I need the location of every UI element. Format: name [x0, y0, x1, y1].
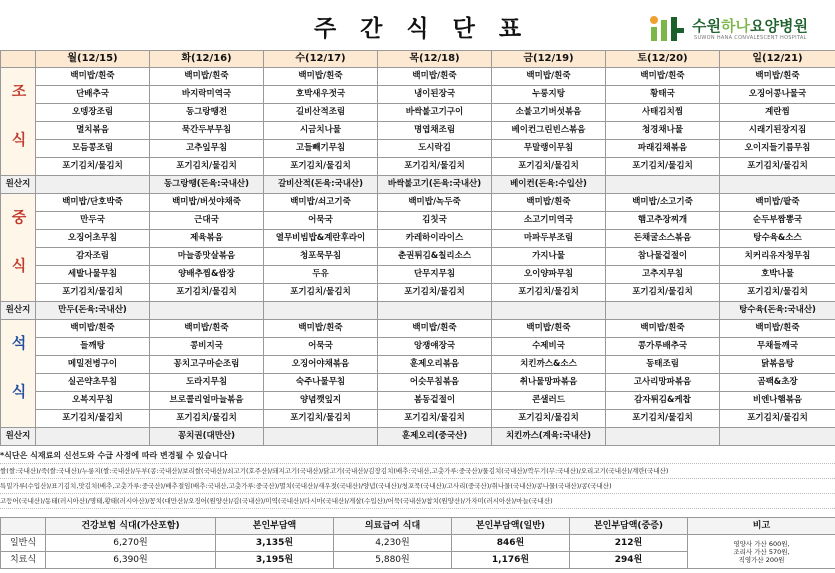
menu-table — [0, 50, 835, 446]
menu-item: 백미밥/흰죽 — [720, 320, 835, 338]
origin-row — [1, 176, 835, 194]
menu-item: 어묵국 — [264, 338, 378, 356]
menu-item: 백미밥/흰죽 — [36, 320, 150, 338]
menu-item: 메밀전병구이 — [36, 356, 150, 374]
menu-row — [1, 266, 835, 284]
menu-item: 길비산적조림 — [264, 104, 378, 122]
menu-item: 명엽채조림 — [378, 122, 492, 140]
menu-item: 오이지들기름무침 — [720, 140, 835, 158]
menu-item: 포기김치/물김치 — [378, 158, 492, 176]
menu-item: 만두국 — [36, 212, 150, 230]
menu-item: 백미밥/녹두죽 — [378, 194, 492, 212]
menu-item: 백미밥/흰죽 — [492, 68, 606, 86]
remark-line: 직영가산 200원 — [738, 555, 785, 564]
menu-item: 콩비지국 — [150, 338, 264, 356]
menu-item: 포기김치/물김치 — [150, 158, 264, 176]
price-medical: 5,880원 — [334, 552, 452, 569]
menu-item: 포기김치/물김치 — [606, 410, 720, 428]
menu-item: 감자튀김&케찹 — [606, 392, 720, 410]
day-header-corner — [1, 51, 36, 68]
menu-item: 백미밥/쇠고기죽 — [264, 194, 378, 212]
menu-item: 계란찜 — [720, 104, 835, 122]
origin-item: 훈제오리(중국산) — [378, 428, 492, 446]
menu-item: 백미밥/흰죽 — [492, 194, 606, 212]
menu-item: 고추지무침 — [606, 266, 720, 284]
menu-item: 오이양파무침 — [492, 266, 606, 284]
menu-row — [1, 158, 835, 176]
logo-mark — [648, 14, 688, 50]
origin-item — [264, 302, 378, 320]
menu-row — [1, 248, 835, 266]
title-char: 간 — [360, 15, 383, 42]
origin-item — [606, 428, 720, 446]
menu-item: 백미밥/단호박죽 — [36, 194, 150, 212]
menu-item: 포기김치/물김치 — [492, 158, 606, 176]
origin-item — [720, 176, 835, 194]
origin-item — [606, 302, 720, 320]
menu-item: 포기김치/물김치 — [264, 410, 378, 428]
menu-item: 참나물겉절이 — [606, 248, 720, 266]
menu-item: 청경채나물 — [606, 122, 720, 140]
menu-item: 시금치나물 — [264, 122, 378, 140]
menu-item: 포기김치/물김치 — [378, 284, 492, 302]
menu-row — [1, 320, 835, 338]
menu-item: 백미밥/버섯야채죽 — [150, 194, 264, 212]
menu-item: 포기김치/물김치 — [492, 410, 606, 428]
day-header: 목(12/18) — [378, 51, 492, 68]
origin-item: 베이컨(돈육:수입산) — [492, 176, 606, 194]
menu-item: 세발나물무침 — [36, 266, 150, 284]
menu-item: 가지나물 — [492, 248, 606, 266]
menu-item: 고추잎무침 — [150, 140, 264, 158]
price-row-label: 치료식 — [1, 552, 46, 569]
price-table — [0, 517, 835, 569]
menu-item: 훈제오리볶음 — [378, 356, 492, 374]
menu-row — [1, 374, 835, 392]
origin-row — [1, 302, 835, 320]
menu-item: 앙쟁얘장국 — [378, 338, 492, 356]
menu-item: 고사리망파볶음 — [606, 374, 720, 392]
menu-item: 콘샐러드 — [492, 392, 606, 410]
menu-item: 베이컨그린빈스볶음 — [492, 122, 606, 140]
menu-item: 황태국 — [606, 86, 720, 104]
menu-row — [1, 140, 835, 158]
menu-item: 백미밥/흰죽 — [150, 320, 264, 338]
menu-item: 제육볶음 — [150, 230, 264, 248]
menu-item: 돈채굴소스볶음 — [606, 230, 720, 248]
menu-item: 무채들깨국 — [720, 338, 835, 356]
menu-item: 바지락미역국 — [150, 86, 264, 104]
menu-item: 춘권튀김&칠리소스 — [378, 248, 492, 266]
menu-item: 청포묵무침 — [264, 248, 378, 266]
day-header: 월(12/15) — [36, 51, 150, 68]
menu-item: 포기김치/물김치 — [36, 284, 150, 302]
day-header: 일(12/21) — [720, 51, 835, 68]
menu-item: 무말랭이무침 — [492, 140, 606, 158]
menu-item: 꽁치고구마순조림 — [150, 356, 264, 374]
notes-line: 특밀가루(수입산)/표기김치,맛김치(배추,고춧가루:중국산)/배추절임(배추:국내산,고춧가루:중국산)/멸치(국내산)/새우젓(국내산)/양념(국내산)/청포묵(국내산)/고사리(중국산)/취나물(국내산)/콩나물(국내산)/콩(국내산) — [0, 479, 835, 494]
menu-item: 포기김치/물김치 — [720, 158, 835, 176]
price-medical: 4,230원 — [334, 535, 452, 552]
menu-item: 마파두부조림 — [492, 230, 606, 248]
menu-item: 닭볶음탕 — [720, 356, 835, 374]
remark-line: 영양사 가산 600원, — [733, 539, 790, 548]
menu-item: 두유 — [264, 266, 378, 284]
menu-item: 오뎅장조림 — [36, 104, 150, 122]
menu-row — [1, 194, 835, 212]
menu-item: 백미밥/흰죽 — [378, 320, 492, 338]
menu-item: 멸치볶음 — [36, 122, 150, 140]
menu-row — [1, 86, 835, 104]
menu-item: 백미밥/소고기죽 — [606, 194, 720, 212]
origin-item — [36, 428, 150, 446]
menu-item: 호박나물 — [720, 266, 835, 284]
menu-item: 백미밥/흰죽 — [492, 320, 606, 338]
meal-label-dinner: 석 식 — [1, 320, 36, 428]
origin-item: 꽁치권(대만산) — [150, 428, 264, 446]
title-char: 주 — [313, 15, 337, 42]
day-header: 금(12/19) — [492, 51, 606, 68]
menu-item: 김칫국 — [378, 212, 492, 230]
menu-item: 백미밥/흰죽 — [264, 320, 378, 338]
origin-item: 만두(돈육:국내산) — [36, 302, 150, 320]
menu-item: 포기김치/물김치 — [264, 158, 378, 176]
menu-item: 콩가루배추국 — [606, 338, 720, 356]
menu-item: 냉이된장국 — [378, 86, 492, 104]
menu-row — [1, 68, 835, 86]
menu-item: 누룽지탕 — [492, 86, 606, 104]
price-copay: 3,135원 — [216, 535, 334, 552]
menu-item: 어묵국 — [264, 212, 378, 230]
menu-item: 마늘종맛살볶음 — [150, 248, 264, 266]
menu-item: 포기김치/물김치 — [150, 284, 264, 302]
menu-item: 모듬콩조림 — [36, 140, 150, 158]
logo-subtitle: SUWON HANA CONVALESCENT HOSPITAL — [694, 35, 807, 41]
menu-item: 포기김치/물김치 — [36, 410, 150, 428]
meal-label-lunch: 중 식 — [1, 194, 36, 302]
day-header: 수(12/17) — [264, 51, 378, 68]
origin-item: 갈비산적(돈육:국내산) — [264, 176, 378, 194]
menu-item: 도라지무침 — [150, 374, 264, 392]
menu-item: 오복지무침 — [36, 392, 150, 410]
logo-mark-icon — [648, 14, 688, 44]
menu-item: 백미밥/흰죽 — [606, 68, 720, 86]
menu-item: 묵간두부무침 — [150, 122, 264, 140]
price-header: 본인부담액(중증) — [570, 518, 688, 535]
notes-line: 쌀(쌀:국내산)/죽(쌀:국내산)/누룽지(쌀:국내산)/두부(콩:국내산)/보리쌀(국내산)/쇠고기(호주산)/돼지고기(국내산)/닭고기(국내산)/김장김치(배추:국내산,고춧가루:중국산)/물김치(국내산)/깍두기(무:국내산)/오리고기(국내산)/계란(국내산) — [0, 464, 835, 479]
menu-row — [1, 212, 835, 230]
price-header: 건강보험 식대(가산포함) — [46, 518, 216, 535]
menu-item: 백미밥/팥죽 — [720, 194, 835, 212]
title-char: 표 — [498, 15, 522, 42]
menu-item: 사태김치찜 — [606, 104, 720, 122]
menu-item: 호박새우젓국 — [264, 86, 378, 104]
menu-item: 봄동겉절이 — [378, 392, 492, 410]
menu-item: 숙주나물무침 — [264, 374, 378, 392]
menu-item: 양념깻잎지 — [264, 392, 378, 410]
menu-item: 근대국 — [150, 212, 264, 230]
menu-item: 비엔나햄볶음 — [720, 392, 835, 410]
price-header-row — [1, 518, 835, 535]
price-header: 본인부담액 — [216, 518, 334, 535]
price-copay-severe: 294원 — [570, 552, 688, 569]
meal-label-breakfast: 조 식 — [1, 68, 36, 176]
price-row — [1, 535, 835, 552]
menu-item: 실곤약초무침 — [36, 374, 150, 392]
price-insurance: 6,270원 — [46, 535, 216, 552]
menu-item: 포기김치/물김치 — [378, 410, 492, 428]
menu-item: 양배추찜&쌈장 — [150, 266, 264, 284]
menu-item: 포기김치/물김치 — [720, 284, 835, 302]
menu-item: 바싹불고기구이 — [378, 104, 492, 122]
menu-item: 단배추국 — [36, 86, 150, 104]
menu-item: 동태조림 — [606, 356, 720, 374]
origin-label: 원산지 — [1, 428, 36, 446]
origin-item — [378, 302, 492, 320]
menu-item: 백미밥/흰죽 — [150, 68, 264, 86]
menu-item: 취나물망파볶음 — [492, 374, 606, 392]
origin-item: 바싹불고기(돈육:국내산) — [378, 176, 492, 194]
menu-item: 백미밥/흰죽 — [36, 68, 150, 86]
price-header: 비고 — [688, 518, 835, 535]
price-copay-general: 846원 — [452, 535, 570, 552]
menu-row — [1, 122, 835, 140]
price-copay-severe: 212원 — [570, 535, 688, 552]
origin-item — [492, 302, 606, 320]
menu-item: 브로콜리얼마늘볶음 — [150, 392, 264, 410]
menu-row — [1, 230, 835, 248]
menu-item: 오징어초무침 — [36, 230, 150, 248]
menu-row — [1, 392, 835, 410]
menu-item: 동그랑땡전 — [150, 104, 264, 122]
price-copay-general: 1,176원 — [452, 552, 570, 569]
menu-item: 카레하이라이스 — [378, 230, 492, 248]
day-header: 화(12/16) — [150, 51, 264, 68]
price-row-label: 일반식 — [1, 535, 46, 552]
menu-item: 포기김치/물김치 — [492, 284, 606, 302]
menu-item: 시래기된장지짐 — [720, 122, 835, 140]
menu-item: 소불고기버섯볶음 — [492, 104, 606, 122]
menu-item: 오징어야채볶음 — [264, 356, 378, 374]
menu-item: 단무지무침 — [378, 266, 492, 284]
menu-row — [1, 356, 835, 374]
menu-row — [1, 410, 835, 428]
origin-label: 원산지 — [1, 176, 36, 194]
origin-item: 치킨까스(계육:국내산) — [492, 428, 606, 446]
menu-item: 탕수육&소스 — [720, 230, 835, 248]
menu-item: 포기김치/물김치 — [720, 410, 835, 428]
origin-item — [720, 428, 835, 446]
menu-item: 포기김치/물김치 — [264, 284, 378, 302]
origin-item — [36, 176, 150, 194]
title-char: 단 — [452, 15, 475, 42]
menu-item: 열무비빔밥&계란후라이 — [264, 230, 378, 248]
menu-item: 포기김치/물김치 — [36, 158, 150, 176]
title-char: 식 — [406, 15, 429, 42]
menu-item: 포기김치/물김치 — [150, 410, 264, 428]
menu-item: 치킨까스&소스 — [492, 356, 606, 374]
menu-item: 순두부짬뽕국 — [720, 212, 835, 230]
origin-row — [1, 428, 835, 446]
origin-item: 동그랑땡(돈육:국내산) — [150, 176, 264, 194]
notes-line: 고등어(국내산)/동태(러시아산)/명태,황태(러시아산)/꽁치(대만산)/오징어(원양산)/김(국내산)/미역(국내산)/다시마(국내산)/게살(수입산)/어묵(국내산)/참치(원양산)/가자미(러시아산)/마늘(국내산) — [0, 494, 835, 509]
notes-head: *식단은 식재료의 신선도와 수급 사정에 따라 변경될 수 있습니다 — [0, 449, 835, 464]
notes-section — [0, 449, 835, 509]
menu-item: 백미밥/흰죽 — [378, 68, 492, 86]
menu-item: 들깨탕 — [36, 338, 150, 356]
price-remarks — [688, 535, 835, 569]
menu-item: 고들빼기무침 — [264, 140, 378, 158]
menu-row — [1, 104, 835, 122]
menu-item: 파래김채볶음 — [606, 140, 720, 158]
menu-item: 백미밥/흰죽 — [264, 68, 378, 86]
day-header: 토(12/20) — [606, 51, 720, 68]
menu-item: 소고기미역국 — [492, 212, 606, 230]
menu-row — [1, 284, 835, 302]
menu-row — [1, 338, 835, 356]
menu-item: 감자조림 — [36, 248, 150, 266]
menu-item: 햄고추장찌개 — [606, 212, 720, 230]
hospital-logo — [648, 12, 833, 48]
menu-item: 백미밥/흰죽 — [606, 320, 720, 338]
origin-item — [150, 302, 264, 320]
origin-item — [606, 176, 720, 194]
menu-item: 포기김치/물김치 — [606, 284, 720, 302]
price-header: 의료급여 식대 — [334, 518, 452, 535]
origin-item: 탕수육(돈육:국내산) — [720, 302, 835, 320]
menu-item: 도시락김 — [378, 140, 492, 158]
menu-item: 치커리유자청무침 — [720, 248, 835, 266]
menu-item: 수제비국 — [492, 338, 606, 356]
menu-item: 곰팩&초장 — [720, 374, 835, 392]
menu-item: 백미밥/흰죽 — [720, 68, 835, 86]
price-copay: 3,195원 — [216, 552, 334, 569]
menu-item: 어슷무침볶음 — [378, 374, 492, 392]
menu-item: 오징어콩나물국 — [720, 86, 835, 104]
price-header — [1, 518, 46, 535]
price-insurance: 6,390원 — [46, 552, 216, 569]
logo-name: 수원하나요양병원 — [692, 17, 808, 35]
menu-item: 포기김치/물김치 — [606, 158, 720, 176]
origin-item — [264, 428, 378, 446]
day-header-row — [1, 51, 835, 68]
remark-line: 조리사 가산 570원, — [733, 547, 790, 556]
origin-label: 원산지 — [1, 302, 36, 320]
price-header: 본인부담액(일반) — [452, 518, 570, 535]
